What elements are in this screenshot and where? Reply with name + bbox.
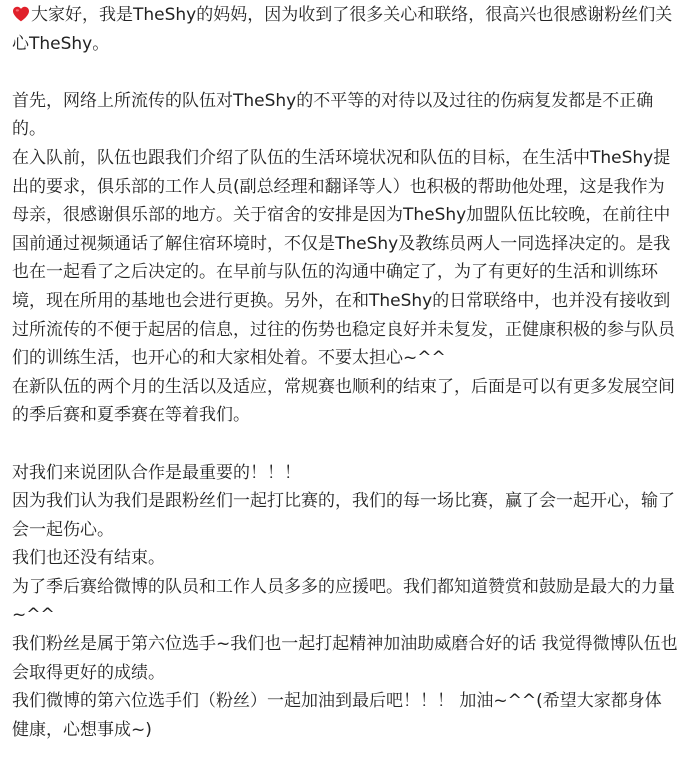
paragraph-support: 为了季后赛给微博的队员和工作人员多多的应援吧。我们都知道赞赏和鼓励是最大的力量~^^ — [12, 576, 675, 626]
paragraph-fans-together: 因为我们认为我们是跟粉丝们一起打比赛的，我们的每一场比赛，赢了会一起开心，输了会一起伤心。 — [12, 491, 675, 540]
paragraph-sixth-player: 我们粉丝是属于第六位选手~我们也一起打起精神加油助威磨合好的话 我觉得微博队伍也会取得更好的成绩。 — [12, 634, 678, 683]
paragraph-closing: 我们微博的第六位选手们（粉丝）一起加油到最后吧！！！ 加油~^^(希望大家都身体健康，心想事成~) — [12, 691, 662, 740]
paragraph-team-life: 在入队前，队伍也跟我们介绍了队伍的生活环境状况和队伍的目标，在生活中TheShy提出的要求，俱乐部的工作人员(副总经理和翻译等人）也积极的帮助他处理，这是我作为母亲，很感谢俱乐部的地方。关于宿舍的安排是因为TheShy加盟队伍比较晚，在前往中国前通过视频通话了解住宿环境时，不仅是TheShy及教练员两人一同选择决定的。是我也在一起看了之后决定的。在早前与队伍的沟通中确定了，为了有更好的生活和训练环境，现在所用的基地也会进行更换。另外，在和TheShy的日常联络中，也并没有接收到过所流传的不便于起居的信息，过往的伤势也稳定良好并未复发，正健康积极的参与队员们的训练生活，也开心的和大家相处着。不要太担心~^^ — [12, 147, 675, 369]
paragraph-teamwork: 对我们来说团队合作是最重要的！！！ — [12, 462, 301, 483]
paragraph-text: 大家好，我是TheShy的妈妈，因为收到了很多关心和联络，很高兴也很感谢粉丝们关心TheShy。 — [12, 5, 673, 54]
heart-icon — [12, 6, 30, 22]
paragraph-not-over: 我们也还没有结束。 — [12, 548, 165, 569]
post-body — [12, 0, 678, 744]
blank-line — [12, 430, 678, 459]
blank-line — [12, 58, 678, 87]
paragraph-rumor: 首先，网络上所流传的队伍对TheShy的不平等的对待以及过往的伤病复发都是不正确的。 — [12, 90, 654, 140]
paragraph-greeting — [12, 1, 678, 58]
paragraph-new-team: 在新队伍的两个月的生活以及适应，常规赛也顺利的结束了，后面是可以有更多发展空间的季后赛和夏季赛在等着我们。 — [12, 376, 675, 426]
